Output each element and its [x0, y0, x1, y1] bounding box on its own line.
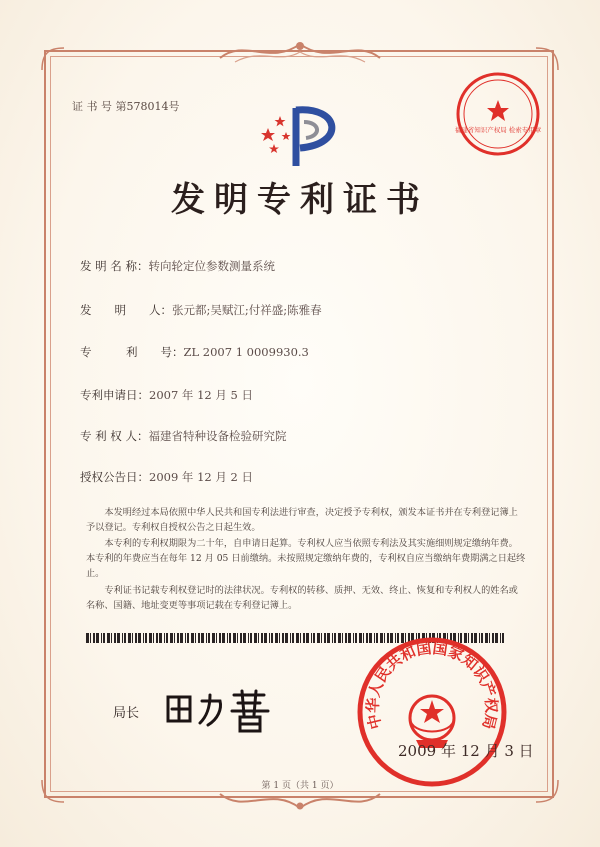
field-patentee	[80, 428, 286, 444]
barcode-bar	[264, 633, 267, 643]
barcode-bar	[248, 633, 249, 643]
barcode-bar	[353, 633, 354, 643]
barcode-bar	[174, 633, 175, 643]
barcode-bar	[306, 633, 309, 643]
barcode-bar	[191, 633, 194, 643]
barcode-bar	[206, 633, 207, 643]
barcode-bar	[187, 633, 189, 643]
barcode-bar	[311, 633, 312, 643]
barcode-bar	[324, 633, 326, 643]
barcode-bar	[159, 633, 162, 643]
barcode-bar	[222, 633, 225, 643]
barcode-bar	[107, 633, 110, 643]
body-paragraph: 专利证书记载专利权登记时的法律状况。专利权的转移、质押、无效、终止、恢复和专利权人的姓名或名称、国籍、地址变更等事项记载在专利登记簿上。	[86, 585, 518, 611]
barcode-bar	[282, 633, 284, 643]
barcode-bar	[269, 633, 270, 643]
field-label: 发 明 名 称：	[80, 259, 149, 273]
field-value: ZL 2007 1 0009930.3	[183, 345, 309, 359]
barcode-bar	[153, 633, 154, 643]
body-paragraph: 本专利的专利权期限为二十年，自申请日起算。专利权人应当依照专利法及其实施细则规定缴纳年费。本专利的年费应当在每年 12 月 05 日前缴纳。未按照规定缴纳年费的，专利权自应当缴纳年费期满之日起终止。	[86, 538, 526, 579]
barcode-bar	[271, 633, 273, 643]
certificate-number-label: 证 书 号	[72, 100, 112, 113]
barcode-bar	[201, 633, 204, 643]
barcode-bar	[198, 633, 200, 643]
field-value: 张元都;吴赋江;付祥盛;陈雅春	[172, 303, 322, 317]
barcode-bar	[93, 633, 95, 643]
field-inventors	[80, 302, 322, 318]
barcode-bar	[229, 633, 231, 643]
corner-ornament-tl	[38, 44, 68, 74]
field-application-date	[80, 387, 253, 403]
national-seal-text: 中华人民共和国国家知识产权局	[363, 639, 501, 732]
barcode-bar	[290, 633, 291, 643]
barcode-bar	[180, 633, 183, 643]
barcode-bar	[132, 633, 133, 643]
barcode-bar	[342, 633, 343, 643]
barcode-bar	[111, 633, 112, 643]
certificate-title: 发明专利证书	[171, 180, 429, 220]
issue-date: 2009 年 12 月 3 日	[398, 742, 534, 760]
barcode-bar	[216, 633, 217, 643]
barcode-bar	[313, 633, 315, 643]
barcode-bar	[258, 633, 259, 643]
barcode-bar	[275, 633, 278, 643]
barcode-bar	[279, 633, 280, 643]
barcode-bar	[345, 633, 347, 643]
barcode-bar	[86, 633, 89, 643]
page-footer: 第 1 页（共 1 页）	[261, 781, 339, 791]
barcode-bar	[334, 633, 336, 643]
barcode-bar	[156, 633, 158, 643]
barcode-bar	[208, 633, 210, 643]
top-ornament	[215, 36, 385, 70]
field-value: 福建省特种设备检验研究院	[148, 429, 287, 443]
barcode-bar	[101, 633, 102, 643]
barcode-bar	[117, 633, 120, 643]
director-signature	[160, 685, 280, 735]
barcode-bar	[145, 633, 147, 643]
field-value: 转向轮定位参数测量系统	[148, 259, 275, 273]
barcode-bar	[348, 633, 351, 643]
barcode-bar	[261, 633, 263, 643]
barcode-bar	[124, 633, 126, 643]
barcode-bar	[90, 633, 91, 643]
barcode-bar	[254, 633, 257, 643]
barcode-bar	[317, 633, 320, 643]
barcode-bar	[321, 633, 322, 643]
field-invention-name	[80, 258, 275, 274]
barcode-bar	[303, 633, 305, 643]
barcode-bar	[240, 633, 242, 643]
barcode-bar	[170, 633, 173, 643]
director-label: 局长	[113, 706, 140, 721]
barcode-bar	[227, 633, 228, 643]
field-label: 授权公告日：	[80, 470, 149, 484]
barcode-bar	[292, 633, 294, 643]
field-label: 发 明 人：	[80, 303, 172, 317]
barcode-bar	[219, 633, 221, 643]
barcode-bar	[114, 633, 116, 643]
field-value: 2007 年 12 月 5 日	[149, 388, 253, 402]
barcode-bar	[149, 633, 152, 643]
barcode-bar	[250, 633, 252, 643]
barcode-bar	[135, 633, 137, 643]
field-grant-date	[80, 469, 253, 485]
barcode-bar	[332, 633, 333, 643]
barcode-bar	[166, 633, 168, 643]
barcode-bar	[285, 633, 288, 643]
barcode-bar	[138, 633, 141, 643]
review-seal-text: 福建省知识产权局 检索专用章	[454, 126, 542, 134]
barcode-bar	[96, 633, 99, 643]
barcode-bar	[212, 633, 215, 643]
field-value: 2009 年 12 月 2 日	[149, 470, 253, 484]
certificate-number-value: 第578014号	[115, 100, 180, 113]
field-label: 专 利 权 人：	[80, 429, 149, 443]
field-label: 专利申请日：	[80, 388, 149, 402]
barcode-bar	[233, 633, 236, 643]
barcode-bar	[327, 633, 330, 643]
barcode-bar	[164, 633, 165, 643]
barcode-bar	[296, 633, 299, 643]
barcode-bar	[128, 633, 131, 643]
barcode-bar	[185, 633, 186, 643]
barcode-bar	[338, 633, 341, 643]
body-paragraph: 本发明经过本局依照中华人民共和国专利法进行审查，决定授予专利权，颁发本证书并在专利登记簿上予以登记。专利权自授权公告之日起生效。	[86, 507, 518, 533]
barcode-bar	[237, 633, 238, 643]
barcode-bar	[177, 633, 179, 643]
barcode-bar	[143, 633, 144, 643]
field-patent-number	[80, 344, 309, 360]
barcode-bar	[195, 633, 196, 643]
barcode-bar	[122, 633, 123, 643]
barcode-bar	[243, 633, 246, 643]
national-seal-icon	[356, 636, 508, 788]
barcode-bar	[103, 633, 105, 643]
barcode-bar	[300, 633, 301, 643]
field-label: 专 利 号：	[80, 345, 184, 359]
review-seal-icon	[454, 70, 542, 158]
certificate-number	[72, 98, 180, 114]
patent-office-logo-icon	[260, 100, 350, 172]
